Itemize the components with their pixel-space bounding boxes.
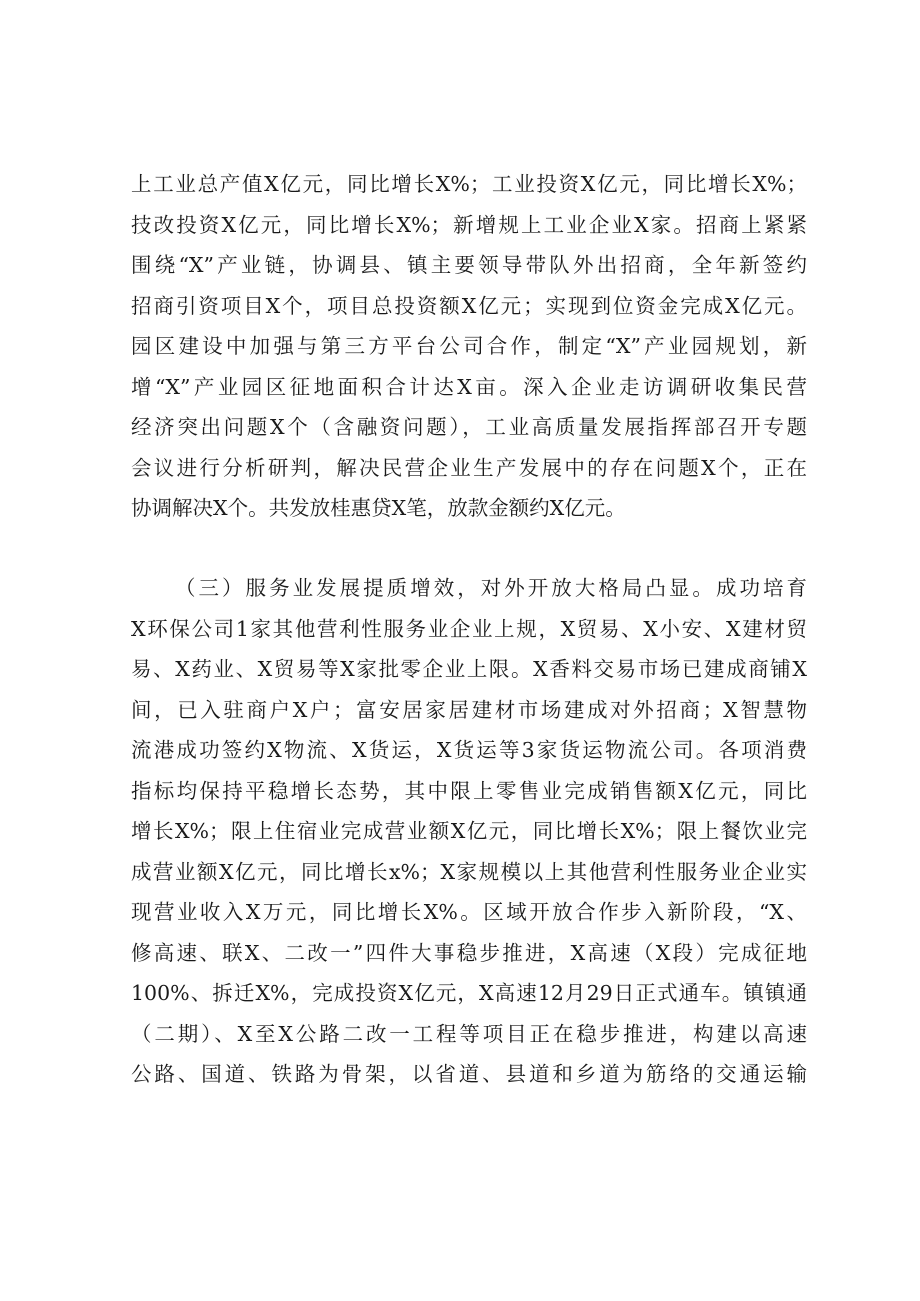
text-line: 招商引资项目X个，项目总投资额X亿元；实现到位资金完成X亿元。 [131, 293, 807, 318]
text-line: （二期）、X至X公路二改一工程等项目正在稳步推进，构建以高速 [131, 1021, 807, 1046]
text-line: （三）服务业发展提质增效，对外开放大格局凸显。成功培育 [175, 576, 807, 600]
text-line: 围绕“X”产业链，协调县、镇主要领导带队外出招商，全年新签约 [131, 253, 807, 277]
text-line: 技改投资X亿元，同比增长X%；新增规上工业企业X家。招商上紧紧 [131, 212, 807, 237]
text-line: 指标均保持平稳增长态势，其中限上零售业完成销售额X亿元，同比 [131, 778, 807, 803]
text-line: 公路、国道、铁路为骨架，以省道、县道和乡道为筋络的交通运输 [131, 1062, 807, 1086]
text-line: 增长X%；限上住宿业完成营业额X亿元，同比增长X%；限上餐饮业完 [131, 819, 807, 843]
text-line: 经济突出问题X个（含融资问题），工业高质量发展指挥部召开专题 [131, 415, 807, 439]
text-line: 流港成功签约X物流、X货运，X货运等3家货运物流公司。各项消费 [131, 738, 807, 762]
text-line: 现营业收入X万元，同比增长X%。区域开放合作步入新阶段，“X、 [131, 900, 807, 924]
text-line: 园区建设中加强与第三方平台公司合作，制定“X”产业园规划，新 [131, 334, 807, 358]
text-line: 易、X药业、X贸易等X家批零企业上限。X香料交易市场已建成商铺X [131, 657, 807, 681]
text-line: 增“X”产业园区征地面积合计达X亩。深入企业走访调研收集民营 [131, 374, 807, 399]
text-line: 协调解决X个。共发放桂惠贷X笔，放款金额约X亿元。 [131, 496, 626, 520]
paragraph-industry [131, 164, 807, 529]
paragraph-services [131, 568, 807, 1095]
text-line: 会议进行分析研判，解决民营企业生产发展中的存在问题X个，正在 [131, 455, 807, 480]
text-line: 上工业总产值X亿元，同比增长X%；工业投资X亿元，同比增长X%； [131, 172, 807, 196]
text-line: 间，已入驻商户X户；富安居家居建材市场建成对外招商；X智慧物 [131, 697, 807, 722]
text-line: 100%、拆迁X%，完成投资X亿元，X高速12月29日正式通车。镇镇通 [131, 981, 807, 1005]
text-line: 修高速、联X、二改一”四件大事稳步推进，X高速（X段）完成征地 [131, 940, 807, 965]
text-line: X环保公司1家其他营利性服务业企业上规，X贸易、X小安、X建材贸 [131, 616, 807, 641]
text-line: 成营业额X亿元，同比增长x%；X家规模以上其他营利性服务业企业实 [131, 859, 807, 884]
